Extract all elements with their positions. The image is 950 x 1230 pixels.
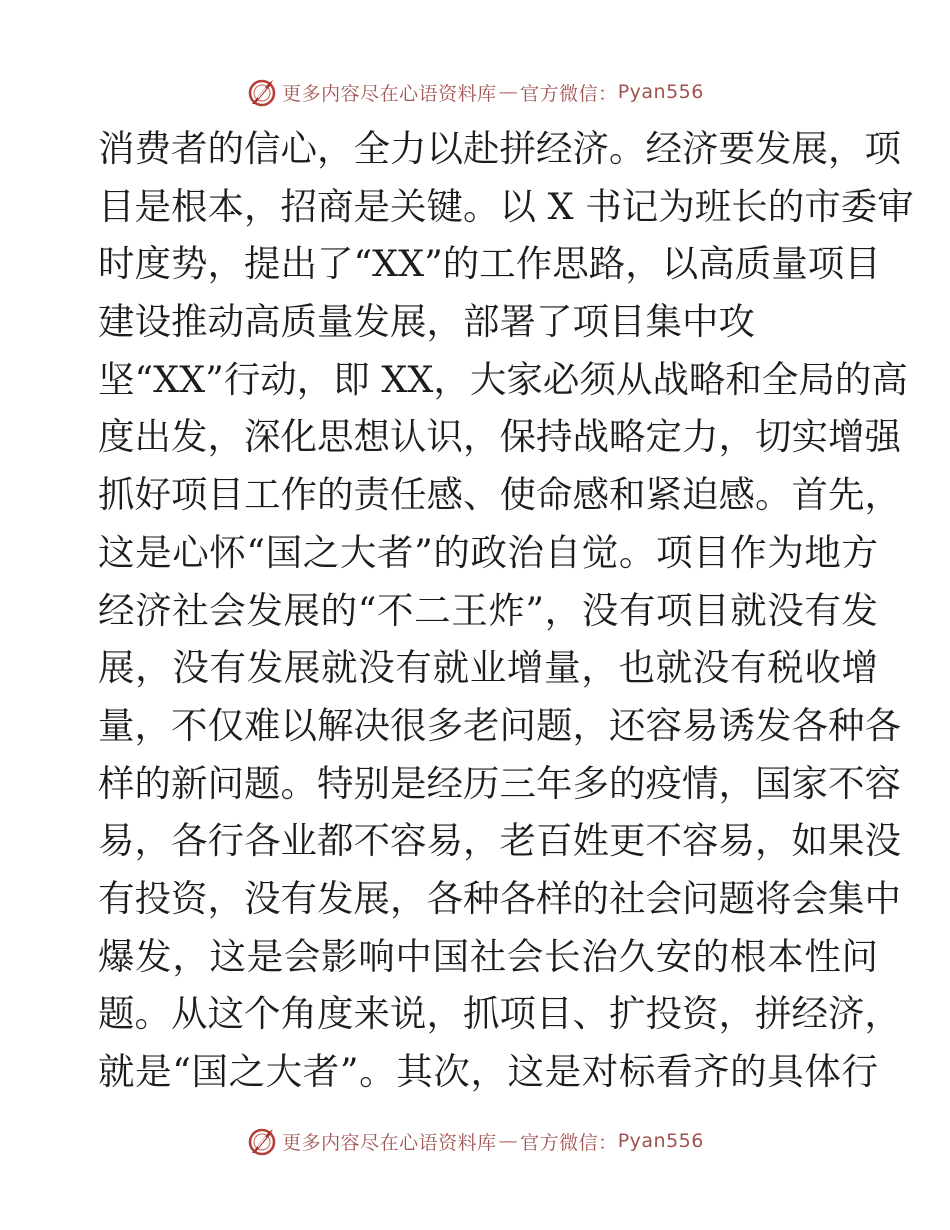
text-line-14: 有投资，没有发展，各种各样的社会问题将会集中 (98, 876, 901, 920)
text-line-4: 建设推动高质量发展，部署了项目集中攻 (98, 300, 755, 344)
watermark-separator: — (498, 81, 519, 103)
text-line-7: 抓好项目工作的责任感、使命感和紧迫感。首先， (98, 473, 901, 517)
text-line-9: 经济社会发展的“不二王炸”，没有项目就没有发 (98, 588, 878, 632)
header-watermark (0, 72, 950, 112)
text-line-16: 题。从这个角度来说，抓项目、扩投资，拼经济， (98, 992, 901, 1036)
text-line-3: 时度势，提出了“XX”的工作思路，以高质量项目 (98, 242, 881, 286)
quill-pen-logo-icon (246, 76, 278, 108)
document-body (98, 120, 914, 1101)
watermark-wechat-label: 官方微信： (520, 1131, 618, 1154)
text-line-8: 这是心怀“国之大者”的政治自觉。项目作为地方 (98, 530, 878, 574)
text-line-10: 展，没有发展就没有就业增量，也就没有税收增 (98, 646, 878, 690)
watermark-text: 更多内容尽在心语资料库 (282, 1131, 497, 1154)
text-line-2: 目是根本，招商是关键。以 X 书记为班长的市委审 (98, 184, 914, 228)
quill-pen-logo-icon (246, 1125, 278, 1157)
watermark-text: 更多内容尽在心语资料库 (282, 82, 497, 105)
text-line-15: 爆发，这是会影响中国社会长治久安的根本性问 (98, 934, 878, 978)
watermark-wechat-id: Pyan556 (617, 1130, 704, 1152)
watermark-separator: — (498, 1130, 519, 1152)
text-line-13: 易，各行各业都不容易，老百姓更不容易，如果没 (98, 819, 901, 863)
watermark-wechat-id: Pyan556 (617, 81, 704, 103)
text-line-11: 量，不仅难以解决很多老问题，还容易诱发各种各 (98, 703, 901, 747)
footer-watermark (0, 1121, 950, 1161)
text-line-6: 度出发，深化思想认识，保持战略定力，切实增强 (98, 415, 901, 459)
watermark-wechat-label: 官方微信： (520, 82, 618, 105)
text-line-5: 坚“XX”行动，即 XX，大家必须从战略和全局的高 (98, 357, 908, 401)
text-line-1: 消费者的信心，全力以赴拼经济。经济要发展，项 (98, 127, 901, 170)
text-line-17: 就是“国之大者”。其次，这是对标看齐的具体行 (98, 1050, 878, 1093)
text-line-12: 样的新问题。特别是经历三年多的疫情，国家不容 (98, 761, 901, 805)
